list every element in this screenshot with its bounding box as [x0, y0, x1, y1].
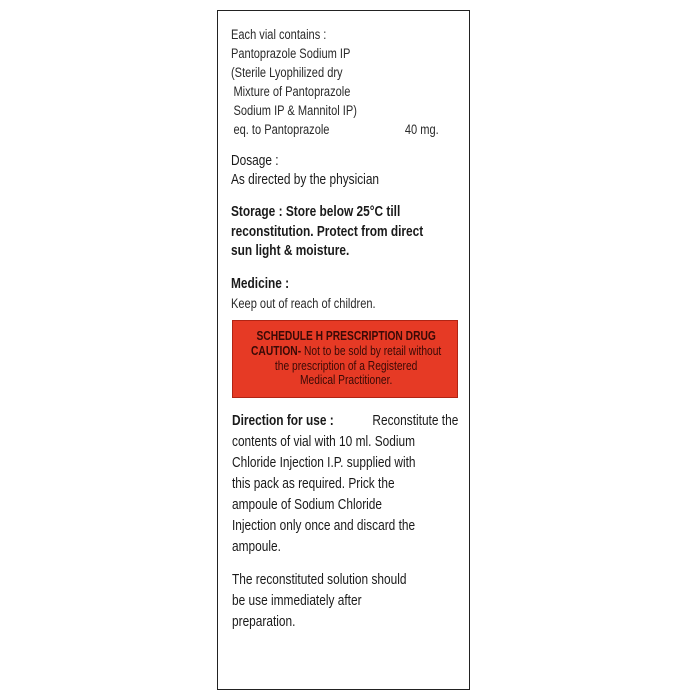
storage-section [231, 203, 459, 262]
dosage-heading: Dosage : [231, 153, 279, 169]
final-note-section [232, 570, 458, 633]
warning-caution-label: CAUTION- [251, 344, 302, 358]
medicine-text: Keep out of reach of children. [231, 295, 376, 311]
warning-line: Medical Practitioner. [300, 373, 393, 387]
direction-line: this pack as required. Prick the [232, 476, 395, 492]
direction-line: contents of vial with 10 ml. Sodium [232, 434, 416, 450]
final-note-line: The reconstituted solution should [232, 572, 407, 588]
final-note-line: preparation. [232, 614, 296, 630]
label-content [231, 25, 459, 313]
schedule-h-warning-box [232, 320, 458, 398]
composition-line: (Sterile Lyophilized dry [231, 65, 343, 80]
composition-line: Mixture of Pantoprazole [233, 84, 351, 99]
composition-eq-label: eq. to Pantoprazole [233, 122, 330, 137]
direction-section [232, 411, 458, 633]
final-note-line: be use immediately after [232, 593, 362, 609]
composition-line: Each vial contains : [231, 27, 327, 42]
direction-line: Chloride Injection I.P. supplied with [232, 455, 416, 471]
composition-section [231, 25, 459, 139]
direction-first-rest: Reconstitute the [372, 413, 459, 429]
direction-label: Direction for use : [232, 413, 334, 429]
direction-line: ampoule. [232, 539, 281, 555]
composition-eq-value: 40 mg. [404, 122, 439, 137]
medicine-section [231, 275, 459, 313]
dosage-section [231, 152, 459, 190]
storage-line: sun light & moisture. [231, 243, 350, 259]
direction-first-line [232, 411, 458, 432]
warning-caution-line [233, 344, 459, 359]
storage-line: reconstitution. Protect from direct [231, 223, 424, 240]
storage-line: Storage : Store below 25°C till [231, 204, 401, 220]
dosage-text: As directed by the physician [231, 172, 380, 188]
composition-dose-row [231, 120, 459, 139]
warning-title: SCHEDULE H PRESCRIPTION DRUG [256, 329, 436, 343]
warning-line: the prescription of a Registered [274, 358, 418, 373]
label-panel [217, 10, 470, 690]
medicine-heading: Medicine : [231, 275, 290, 292]
direction-line: ampoule of Sodium Chloride [232, 497, 383, 513]
composition-line: Sodium IP & Mannitol IP) [233, 103, 357, 118]
warning-caution-text: Not to be sold by retail without [301, 344, 442, 358]
direction-line: Injection only once and discard the [232, 518, 416, 534]
composition-line: Pantoprazole Sodium IP [231, 46, 351, 61]
